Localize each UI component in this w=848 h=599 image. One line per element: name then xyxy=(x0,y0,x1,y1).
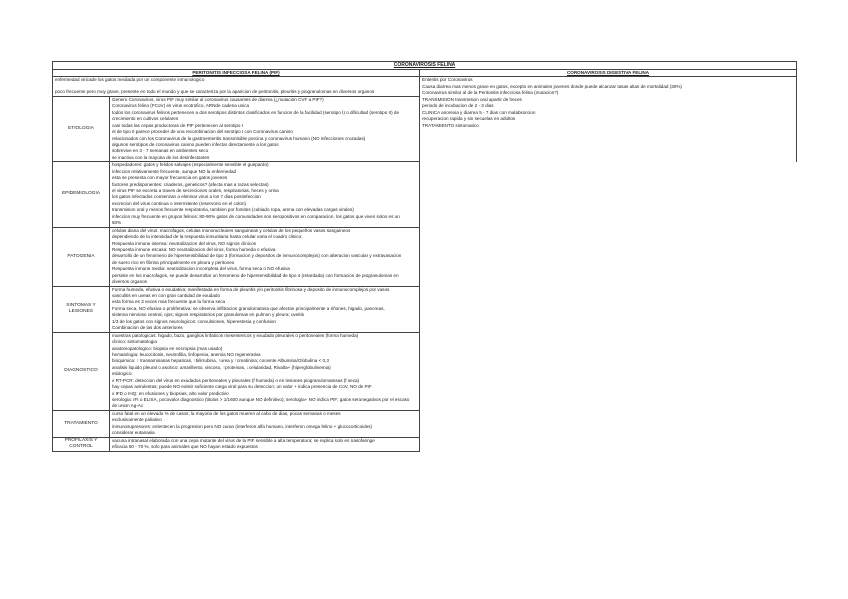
blank-cell xyxy=(420,227,797,286)
section-line: vacuna intranasal elaborada con una cepa mutante del virus de la PIF sensible a alta temperatura; se replica solo en nasofaringe xyxy=(112,437,375,443)
section-line: inmunosupresores: enlentecen la progresion pero NO curan (interferon alfa humano, interferon omega felino + glucocorticoides) xyxy=(112,423,373,429)
section-line: todos los coronavirus felinos pertenecen a dos serotipos distintos clasificados en funcion de la facilidad (serotipo I) o dificultad (serotipo II) de xyxy=(112,109,400,115)
section-label: TRATAMIENTO xyxy=(53,410,110,437)
section-row xyxy=(53,162,797,227)
section-row xyxy=(53,437,797,451)
section-line: hay cepas avirulentas; puede NO existir suficiente carga viral para su deteccion; un valor + indica presencia de CoV, NO de PIF xyxy=(112,384,372,390)
section-line: Coronavirus felino (FCoV) es virus ecotrofico, ARNde cadena unica xyxy=(112,103,250,109)
section-line: transmision oral y menos frecuente respiratoria, tambien por fomites (cubiado ropa, arena con elevadas cargas virales) xyxy=(112,207,354,213)
section-line: el de tipo II parece proceder de una recombinacion del serotipo I con Coronavirus canino xyxy=(112,129,293,135)
section-line: Respuesta inmune media: neutralizacion incompleta del virus, forma seca o NO efusiva xyxy=(112,266,290,272)
digestive-line: recuperacion rapida y sin secuelas en adultos xyxy=(422,116,516,122)
blank-cell xyxy=(420,437,797,451)
section-line: Combinacion de las dos anteriores xyxy=(112,325,183,331)
intro-line: enfermedad viricade los gatos mediada por un componente inmunologico xyxy=(55,77,205,83)
section-line: relacionados con los Coronavirus de la gastroenteritis transmisible porcina y coronavirus humano (NO infecciones cruzadas) xyxy=(112,135,366,141)
section-line: esta forma es 3 veces mas frecuente que la forma seca xyxy=(112,299,226,305)
section-line: Forma humeda, efusiva o exudativa: manifestada en forma de pleuritis y/o peritonitis fibrinosa y deposito de inmunocomplejos por vasos xyxy=(112,286,390,292)
section-content xyxy=(110,332,420,410)
section-line: clinico: sintomatologia xyxy=(112,339,157,345)
digestive-line: TRATAMIENTO sintomatico xyxy=(422,122,479,128)
section-line: factores predisponentes: criaderos, geneticos? (afecta mas a razas selectas) xyxy=(112,181,269,187)
section-label: PATOGENIA xyxy=(53,227,110,286)
digestive-content xyxy=(420,77,797,162)
digestive-line: Enteritis por Coronavirus xyxy=(422,77,473,83)
coronavirosis-table xyxy=(52,61,797,452)
pif-header: PERITONITIS INFECCIOSA FELINA (PIF) xyxy=(53,70,420,77)
section-label: SINTOMAS Y LESIONES xyxy=(53,286,110,332)
section-line: x IFD o IHQ: en efusiones y biopsias, alto valor predictivo xyxy=(112,390,229,396)
section-line: Respuesta inmune intensa: neutralizacion del virus, NO signos clinicos xyxy=(112,240,257,246)
section-line: los gatos infectados comienzan a eliminar virus a los 7 dias postinfeccion xyxy=(112,194,261,200)
section-line: casi todas las cepas productoras de PIF pertenecen al serotipo I xyxy=(112,122,243,128)
section-line: de suero rico en fibrina principalmente en pleura y peritoneo xyxy=(112,259,235,265)
section-row xyxy=(53,286,797,332)
section-line: 50% xyxy=(112,220,122,226)
section-line: curso fatal en un elevado % de casos; la mayoria de los gatos mueren al cabo de dias, pocas semanas o meses xyxy=(112,410,341,416)
section-line: infeccion relativamente frecuente, aunque NO la enfermedad xyxy=(112,168,237,174)
digestive-line: periodo de incubacion de 2 - 3 dias xyxy=(422,103,494,109)
section-label: EPIDEMIOLOGIA xyxy=(53,162,110,227)
digestive-line: Causa diarrea mas menos grave en gatos, excepto en animales jovenes donde puede alcanzar tasas altas de mortalidad (30%) xyxy=(422,83,682,89)
blank-cell xyxy=(420,410,797,437)
digestive-header: CORONAVIROSIS DIGESTIVA FELINA xyxy=(420,70,797,77)
section-line: persiste en los macrofagos, se puede desarrollar un fenomeno de hipersensibilidad de tipo 4 (retardada) con formacion de piogranulomas en xyxy=(112,272,399,278)
intro-line: poco frecuente pero muy grave, presente en todo el mundo y que se caracteriza por la aparicion de peritonitis, pleuritis y piogranulomas en diversos organos xyxy=(55,89,375,95)
section-line: Respuesta inmune escasa: NO neutralizacion del virus, forma humeda o efusiva xyxy=(112,246,276,252)
section-label: ETIOLOGIA xyxy=(53,96,110,161)
blank-cell xyxy=(420,286,797,332)
blank-cell xyxy=(420,162,797,227)
section-line: hospedadores: gatos y felidos salvajes (especialmente sensible el guepardo) xyxy=(112,162,269,168)
section-line: hematologia: leucocitosis, neutrofilia, linfopenia, anemia NO regenerativa xyxy=(112,351,261,357)
section-line: desarrollo de un fenomeno de hipersensibilidad de tipo 3 (formacion y depositos de inmunocomplejos) con alteracion vascular y extravasacion xyxy=(112,253,402,259)
section-row xyxy=(53,410,797,437)
section-content xyxy=(110,162,420,227)
digestive-line: TRANSMISION transmision oral apartir de heces xyxy=(422,96,522,102)
section-line: Genero Coronavirus, virus PIF muy similar al coronavirus causantes de diarrea (¿mutacion CVF a PIF?) xyxy=(112,96,324,102)
blank-cell xyxy=(420,332,797,410)
section-line: x RT-PCR: deteccion del virus en exudados peritoneales y pleurales (f humeda) o en lesiones piogranulomatosas (f seca) xyxy=(112,377,360,383)
section-line: celulas diana del virus: macrofagos, celulas mononucleares sanguineas y celulas de los pequeños vasos sanguineos xyxy=(112,227,351,233)
section-content xyxy=(110,286,420,332)
section-line: dependiendo de la intensidad de la respuesta inmunitaria hasta celular varia el cuadro clinico: xyxy=(112,234,303,240)
section-line: esta se presenta con mayor frecuencia en gatos jovenes xyxy=(112,175,228,181)
section-line: crecimiento en cultivos celulares xyxy=(112,116,179,122)
section-line: serologia: IFI o ELISA, pocovalor diagnostico (titulos > 1/1600 aunque NO definitivo); serologia+ NO indica PIF; gatos seronegativos por el escaso xyxy=(112,397,410,403)
document-sheet xyxy=(52,61,796,452)
section-line: eficacia 50 - 70 %, solo para animales que NO hayan estado expuestos xyxy=(112,444,258,450)
section-content xyxy=(110,410,420,437)
section-line: algunos serotipos de coronavirus canino pueden infectar directamente a los gatos xyxy=(112,141,279,147)
section-line: 1/3 de los gatos con signos neurologicos: convulsiones, hiperestesia y confusion xyxy=(112,318,276,324)
section-line: se inactiva con la mayoria de los desinfectantes xyxy=(112,154,210,160)
section-row xyxy=(53,227,797,286)
section-line: sobrevive en 3 - 7 semanas en ambientes seco xyxy=(112,148,209,154)
section-line: anatomopatologico: biopsia en necropsia (mas usado) xyxy=(112,345,223,351)
section-content xyxy=(110,437,420,451)
section-row xyxy=(53,332,797,410)
digestive-line: CLINICA anorexia y diarrea 5 - 7 dias con malabsorcion xyxy=(422,109,536,115)
section-line: analisis liquido pleural o ascitico: amarillento, viscoso, ↑proteinas, ↓celularidad, Rivalta+ (hiperglobulinemia) xyxy=(112,364,331,370)
section-line: etiologico: xyxy=(112,371,133,377)
section-label: DIAGNOSTICO xyxy=(53,332,110,410)
section-line: el virus PIF se excreta a traves de secreciones orales, respiratorias, heces y orina xyxy=(112,188,279,194)
section-line: diversos organos xyxy=(112,279,147,285)
section-content xyxy=(110,227,420,286)
section-line: sistema nervioso central, ojos; signos respiratorios por granulomas en pulmon y pleura; uveitis xyxy=(112,312,305,318)
section-content xyxy=(110,96,420,161)
pif-intro xyxy=(53,77,420,96)
section-line: Forma seca, NO efusiva o proliferativa: se observa infiltracion granulomatosa que afectan principalmente a riñones, higado, pancreas, xyxy=(112,305,385,311)
digestive-line: Coronavirus similar al de la Peritonitis infecciosa felina (mutacion?) xyxy=(422,90,559,96)
section-line: bioquimica: ↑ transaminasas hepaticas, ↑bilirrubina, ↑urea y ↑creatinina; cociente Albumina/Globulina < 0,3 xyxy=(112,358,329,364)
document-title: CORONAVIROSIS FELINA xyxy=(53,62,797,70)
section-line: muestras patologicas: higado, bazo, ganglios linfaticos mesentericos y exudado pleurales o peritoneales (forma humeda) xyxy=(112,332,359,338)
section-line: infeccion muy frecuente en grupos felinos: 80-90% gatos de comunidades son seropositivos en comparacion, los gatos que viven solos es un xyxy=(112,213,400,219)
section-line: excrecion del virus continua o intermitente (reservorio en el colon) xyxy=(112,200,247,206)
section-line: de union Ag-Ac xyxy=(112,403,144,409)
section-line: considerar eutanasia xyxy=(112,430,155,436)
section-line: exclusivamente paliativo xyxy=(112,417,162,423)
section-label: PROFILAXIS Y CONTROL xyxy=(53,437,110,451)
section-line: vasculitis en uveas en con gran cantidad de exudado xyxy=(112,293,221,299)
